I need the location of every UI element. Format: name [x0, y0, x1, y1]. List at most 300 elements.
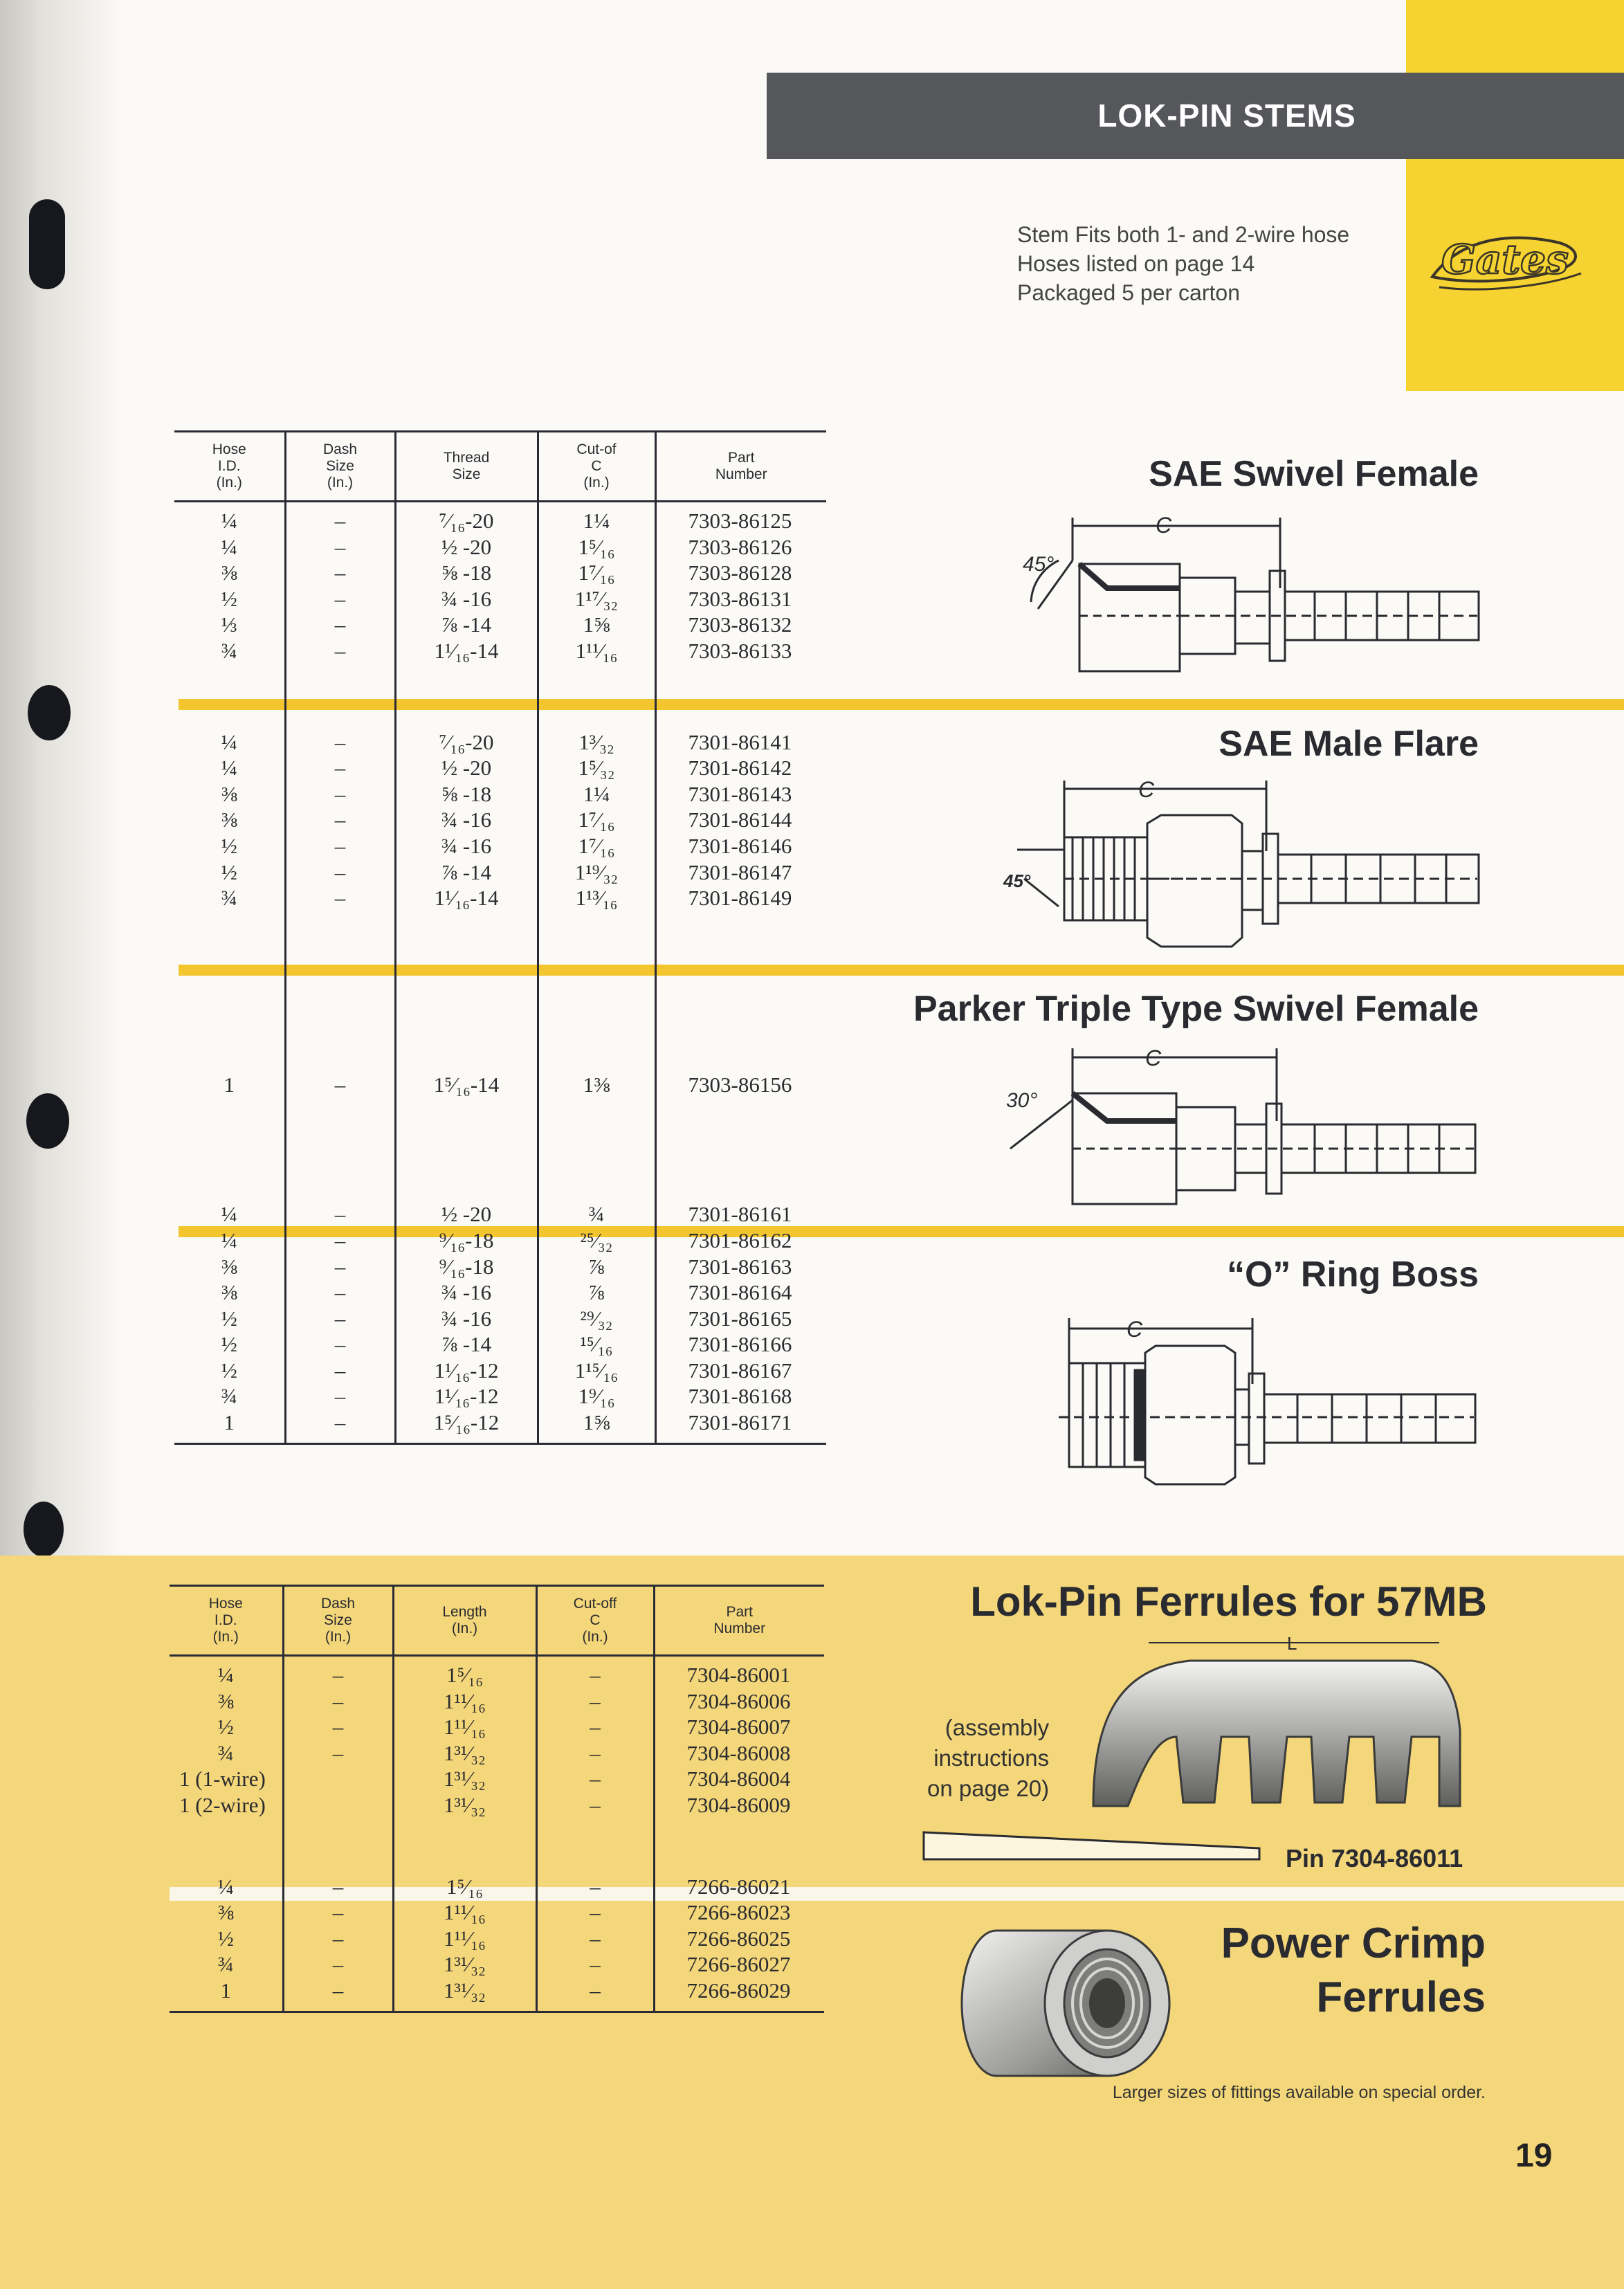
spacer-cell — [395, 946, 538, 1072]
cell-cutoff: 1¹⁷⁄₃₂ — [538, 586, 655, 612]
dimension-label: C — [1126, 1317, 1143, 1342]
cell-cutoff: ¾ — [538, 1201, 655, 1228]
table-row — [170, 1874, 824, 1900]
cell-cutoff: ⅞ — [538, 1254, 655, 1280]
cell-hose-id: ½ — [221, 859, 237, 884]
spacer-cell — [170, 1818, 283, 1860]
group-spacer — [170, 1656, 824, 1663]
cell-hose-id: ½ — [217, 1715, 234, 1740]
spacer-cell — [285, 1169, 395, 1201]
footer-note: Larger sizes of fittings available on special order. — [1112, 2083, 1486, 2102]
spacer-cell — [654, 1656, 824, 1663]
cell-cutoff: ⅞ — [538, 1279, 655, 1306]
spacer-cell — [174, 911, 285, 946]
table-row — [174, 1331, 826, 1358]
cell-dash-size: – — [285, 729, 395, 756]
sae-male-flare-drawing — [1003, 768, 1488, 955]
spacer-cell — [283, 1818, 393, 1860]
cell-hose-id: ⅜ — [221, 781, 237, 806]
cell-cutoff: – — [536, 1740, 654, 1767]
cell-cutoff: – — [536, 1662, 654, 1688]
cell-size: 1¹¹⁄₁₆ — [393, 1714, 536, 1740]
cell-part-number: 7301-86142 — [655, 755, 826, 781]
table-row — [174, 833, 826, 859]
cell-part-number: 7301-86162 — [655, 1228, 826, 1254]
cell-cutoff: 1⁵⁄₃₂ — [538, 755, 655, 781]
pin-image — [920, 1829, 1266, 1863]
cell-hose-id: ¾ — [217, 1740, 234, 1765]
cell-part-number: 7301-86164 — [655, 1279, 826, 1306]
col-header-hose-id: Hose I.D. (In.) — [170, 1586, 283, 1656]
spacer-cell — [283, 2004, 393, 2012]
cell-cutoff: 1⁷⁄₁₆ — [538, 807, 655, 833]
cell-hose-id: ¼ — [221, 756, 237, 781]
cell-dash-size: – — [285, 586, 395, 612]
cell-hose-id: ⅜ — [221, 560, 237, 585]
cell-size: ½ -20 — [395, 1201, 538, 1228]
section-heading-power-crimp — [1221, 1917, 1486, 2025]
section-heading-o-ring-boss: “O” Ring Boss — [1226, 1255, 1479, 1295]
cell-size: ¾ -16 — [395, 1279, 538, 1306]
cell-hose-id: ⅜ — [217, 1900, 234, 1925]
spacer-cell — [174, 699, 285, 729]
binder-hole — [24, 1502, 64, 1557]
cell-size: 1³¹⁄₃₂ — [393, 1766, 536, 1792]
spacer-cell — [174, 946, 285, 1072]
cell-part-number: 7304-86009 — [654, 1792, 824, 1818]
cell-dash-size: – — [285, 612, 395, 638]
spacer-cell — [536, 2004, 654, 2012]
cell-part-number: 7303-86131 — [655, 586, 826, 612]
cell-size: 1³¹⁄₃₂ — [393, 1740, 536, 1767]
cell-cutoff: – — [536, 1688, 654, 1715]
spacer-cell — [174, 1169, 285, 1201]
section-heading-sae-swivel-female: SAE Swivel Female — [1149, 454, 1479, 494]
page-number: 19 — [1515, 2137, 1553, 2174]
cell-cutoff: – — [536, 1874, 654, 1900]
cell-part-number: 7304-86006 — [654, 1688, 824, 1715]
col-header-cutoff: Cut-off C (In.) — [536, 1586, 654, 1656]
cell-size: ⁹⁄₁₆-18 — [395, 1228, 538, 1254]
cell-cutoff: – — [536, 1714, 654, 1740]
cell-size: 1¹¹⁄₁₆ — [393, 1926, 536, 1952]
cell-part-number: 7303-86132 — [655, 612, 826, 638]
table-row — [170, 1926, 824, 1952]
cell-cutoff: – — [536, 1978, 654, 2004]
cell-part-number: 7303-86126 — [655, 534, 826, 560]
parker-triple-drawing — [1003, 1038, 1488, 1218]
cell-part-number: 7301-86166 — [655, 1331, 826, 1358]
angle-label: 45° — [1023, 553, 1055, 576]
dimension-label: L — [1287, 1633, 1297, 1654]
cell-size: 1⁵⁄₁₆ — [393, 1662, 536, 1688]
cell-part-number: 7301-86167 — [655, 1358, 826, 1384]
note-line: (assembly — [945, 1715, 1050, 1740]
spacer-cell — [393, 1818, 536, 1860]
group-spacer — [174, 1169, 826, 1201]
cell-part-number: 7304-86004 — [654, 1766, 824, 1792]
cell-part-number: 7301-86161 — [655, 1201, 826, 1228]
table-row — [174, 1383, 826, 1410]
cell-dash-size: – — [285, 807, 395, 833]
page-title: LOK-PIN STEMS — [1097, 98, 1356, 134]
cell-size: 1⁵⁄₁₆-12 — [395, 1410, 538, 1436]
group-spacer — [174, 946, 826, 1072]
table-row — [174, 1410, 826, 1436]
table-row — [174, 807, 826, 833]
cell-cutoff: ¹⁵⁄₁₆ — [538, 1331, 655, 1358]
cell-size: 1¹⁄₁₆-14 — [395, 885, 538, 911]
cell-size: ¾ -16 — [395, 807, 538, 833]
cell-size: ⅞ -14 — [395, 612, 538, 638]
cell-part-number: 7266-86021 — [654, 1874, 824, 1900]
cell-cutoff: 1¹⁵⁄₁₆ — [538, 1358, 655, 1384]
pin-part-label: Pin 7304-86011 — [1286, 1844, 1463, 1872]
cell-dash-size: – — [285, 1254, 395, 1280]
gates-logo — [1418, 211, 1591, 304]
cell-hose-id: ¾ — [217, 1952, 234, 1977]
cell-hose-id: ¼ — [221, 729, 237, 754]
cell-size: ½ -20 — [395, 534, 538, 560]
cell-cutoff: 1³⁄₃₂ — [538, 729, 655, 756]
cell-part-number: 7304-86001 — [654, 1662, 824, 1688]
cell-cutoff: 1⅝ — [538, 612, 655, 638]
stem-spec-table — [174, 430, 826, 1445]
heading-line: Power Crimp — [1221, 1919, 1486, 1967]
cell-dash-size: – — [285, 833, 395, 859]
cell-part-number: 7304-86008 — [654, 1740, 824, 1767]
cell-part-number: 7301-86149 — [655, 885, 826, 911]
cell-part-number: 7266-86023 — [654, 1899, 824, 1926]
cell-hose-id: 1 — [223, 1410, 235, 1435]
section-heading-lokpin-ferrules: Lok-Pin Ferrules for 57MB — [970, 1578, 1487, 1625]
cell-cutoff: 1¹⁹⁄₃₂ — [538, 859, 655, 886]
col-header-dash-size: Dash Size (In.) — [283, 1586, 393, 1656]
cell-dash-size: – — [285, 1279, 395, 1306]
spacer-cell — [283, 1656, 393, 1663]
table-row — [174, 638, 826, 664]
cell-size: ⅞ -14 — [395, 859, 538, 886]
cell-hose-id: ¼ — [221, 509, 237, 533]
cell-dash-size: – — [285, 755, 395, 781]
info-block — [1017, 220, 1349, 307]
cell-hose-id: ¾ — [221, 886, 237, 911]
spacer-cell — [655, 699, 826, 729]
yellow-corner-panel — [1406, 0, 1624, 391]
spacer-cell — [285, 699, 395, 729]
cell-size: ⁷⁄₁₆-20 — [395, 508, 538, 534]
cell-dash-size: – — [283, 1662, 393, 1688]
cell-hose-id: ½ — [221, 1332, 237, 1357]
cell-part-number: 7301-86163 — [655, 1254, 826, 1280]
spacer-cell — [538, 1436, 655, 1444]
cell-dash-size: – — [283, 1874, 393, 1900]
binder-hole — [28, 685, 71, 740]
col-header-thread-size: Thread Size — [395, 432, 538, 502]
cell-part-number: 7266-86029 — [654, 1978, 824, 2004]
cell-size: 1¹¹⁄₁₆ — [393, 1688, 536, 1715]
cell-dash-size: – — [285, 885, 395, 911]
col-header-part-number: Part Number — [654, 1586, 824, 1656]
cell-cutoff: 1⁷⁄₁₆ — [538, 833, 655, 859]
cell-dash-size: – — [285, 1410, 395, 1436]
table-row — [174, 1358, 826, 1384]
cell-cutoff: 1⁹⁄₁₆ — [538, 1383, 655, 1410]
cell-part-number: 7301-86141 — [655, 729, 826, 756]
cell-dash-size: – — [285, 560, 395, 586]
angle-label: 45° — [1003, 870, 1031, 891]
cell-size: ⁷⁄₁₆-20 — [395, 729, 538, 756]
spacer-cell — [285, 1097, 395, 1169]
note-line: instructions — [933, 1745, 1050, 1771]
cell-part-number: 7303-86133 — [655, 638, 826, 664]
cell-cutoff: 1¹¹⁄₁₆ — [538, 638, 655, 664]
cell-cutoff: 1⁷⁄₁₆ — [538, 560, 655, 586]
spacer-cell — [538, 946, 655, 1072]
spacer-cell — [395, 699, 538, 729]
spacer-cell — [393, 2004, 536, 2012]
spacer-cell — [655, 502, 826, 509]
group-spacer — [174, 1436, 826, 1444]
spacer-cell — [538, 911, 655, 946]
cell-cutoff: 1¼ — [538, 508, 655, 534]
spacer-cell — [655, 946, 826, 1072]
spacer-cell — [538, 502, 655, 509]
cell-dash-size: – — [285, 638, 395, 664]
cell-hose-id: ⅜ — [221, 1280, 237, 1305]
cell-hose-id: ¾ — [221, 1384, 237, 1409]
spacer-cell — [174, 1436, 285, 1444]
cell-part-number: 7303-86156 — [655, 1072, 826, 1098]
table-row — [174, 586, 826, 612]
table-row — [174, 885, 826, 911]
cell-part-number: 7304-86007 — [654, 1714, 824, 1740]
o-ring-boss-drawing — [1052, 1308, 1488, 1495]
spacer-cell — [395, 1436, 538, 1444]
cell-size: ¾ -16 — [395, 833, 538, 859]
cell-hose-id: 1 (2-wire) — [179, 1792, 266, 1817]
col-header-dash-size: Dash Size (In.) — [285, 432, 395, 502]
spacer-cell — [395, 664, 538, 699]
cell-part-number: 7266-86025 — [654, 1926, 824, 1952]
spacer-cell — [395, 911, 538, 946]
cell-size: 1¹¹⁄₁₆ — [393, 1899, 536, 1926]
cell-cutoff: – — [536, 1951, 654, 1978]
table-row — [174, 508, 826, 534]
cell-cutoff: 1⁵⁄₁₆ — [538, 534, 655, 560]
angle-label: 30° — [1006, 1089, 1038, 1112]
cell-cutoff: ²⁵⁄₃₂ — [538, 1228, 655, 1254]
cell-size: 1¹⁄₁₆-12 — [395, 1358, 538, 1384]
spacer-cell — [538, 664, 655, 699]
spacer-cell — [654, 1860, 824, 1874]
group-spacer — [174, 911, 826, 946]
binder-hole — [29, 199, 65, 289]
spacer-cell — [654, 2004, 824, 2012]
group-spacer — [170, 2004, 824, 2012]
table-row — [170, 1688, 824, 1715]
dimension-label: C — [1138, 777, 1155, 802]
table-row — [174, 1228, 826, 1254]
cell-cutoff: ²⁹⁄₃₂ — [538, 1306, 655, 1332]
spacer-cell — [538, 1097, 655, 1169]
spacer-cell — [536, 1860, 654, 1874]
spacer-cell — [395, 502, 538, 509]
cell-part-number: 7301-86146 — [655, 833, 826, 859]
spacer-cell — [174, 502, 285, 509]
title-bar — [767, 73, 1624, 159]
cell-size: ¾ -16 — [395, 586, 538, 612]
binder-hole — [26, 1093, 69, 1149]
cell-hose-id: ¾ — [221, 638, 237, 663]
group-spacer — [170, 1860, 824, 1874]
cell-hose-id: ½ — [221, 833, 237, 858]
spacer-cell — [174, 1097, 285, 1169]
cell-cutoff: 1⅝ — [538, 1410, 655, 1436]
spacer-cell — [285, 911, 395, 946]
lokpin-ferrule-image — [1079, 1633, 1481, 1841]
info-line: Hoses listed on page 14 — [1017, 251, 1255, 276]
cell-size: ½ -20 — [395, 755, 538, 781]
cell-cutoff: 1¼ — [538, 781, 655, 808]
table-row — [174, 781, 826, 808]
cell-part-number: 7301-86171 — [655, 1410, 826, 1436]
spacer-cell — [654, 1818, 824, 1860]
cell-cutoff: 1¹³⁄₁₆ — [538, 885, 655, 911]
table-row — [174, 1072, 826, 1098]
cell-size: ⁹⁄₁₆-18 — [395, 1254, 538, 1280]
cell-size: ⅞ -14 — [395, 1331, 538, 1358]
dimension-label: C — [1145, 1046, 1162, 1070]
cell-dash-size: – — [283, 1926, 393, 1952]
cell-size: 1⁵⁄₁₆-14 — [395, 1072, 538, 1098]
spacer-cell — [538, 699, 655, 729]
cell-hose-id: ½ — [217, 1926, 234, 1951]
table-row — [170, 1899, 824, 1926]
table-row — [174, 729, 826, 756]
cell-hose-id: ¼ — [217, 1874, 234, 1899]
cell-cutoff: – — [536, 1792, 654, 1818]
cell-size: ⅝ -18 — [395, 560, 538, 586]
spacer-cell — [538, 1169, 655, 1201]
spacer-cell — [393, 1656, 536, 1663]
spacer-cell — [655, 1097, 826, 1169]
table-row — [170, 1766, 824, 1792]
spacer-cell — [170, 1656, 283, 1663]
spacer-cell — [285, 1436, 395, 1444]
col-header-cutoff: Cut-of C (In.) — [538, 432, 655, 502]
cell-dash-size: – — [283, 1951, 393, 1978]
cell-cutoff: – — [536, 1766, 654, 1792]
cell-hose-id: ¼ — [221, 1202, 237, 1227]
cell-dash-size: – — [283, 1740, 393, 1767]
cell-dash-size: – — [283, 1978, 393, 2004]
table-row — [170, 1792, 824, 1818]
cell-hose-id: 1 — [220, 1978, 231, 2003]
cell-hose-id: ¼ — [217, 1663, 234, 1687]
col-header-length: Length (In.) — [393, 1586, 536, 1656]
cell-hose-id: ⅜ — [217, 1688, 234, 1713]
cell-dash-size: – — [285, 859, 395, 886]
cell-size: 1¹⁄₁₆-12 — [395, 1383, 538, 1410]
spacer-cell — [283, 1860, 393, 1874]
table-row — [174, 534, 826, 560]
cell-part-number: 7301-86143 — [655, 781, 826, 808]
cell-part-number: 7301-86147 — [655, 859, 826, 886]
table-row — [174, 1201, 826, 1228]
cell-hose-id: ½ — [221, 1358, 237, 1383]
group-spacer — [170, 1818, 824, 1860]
power-crimp-ferrule-image — [955, 1910, 1176, 2090]
sae-swivel-female-drawing — [1017, 505, 1488, 678]
cell-dash-size: – — [285, 1383, 395, 1410]
assembly-note — [927, 1713, 1049, 1804]
table-row — [174, 1279, 826, 1306]
table-row — [170, 1951, 824, 1978]
cell-dash-size: – — [283, 1899, 393, 1926]
group-spacer — [174, 502, 826, 509]
cell-hose-id: ⅓ — [221, 612, 237, 637]
table-row — [170, 1978, 824, 2004]
cell-cutoff: 1⅜ — [538, 1072, 655, 1098]
cell-hose-id: ¼ — [221, 534, 237, 559]
spacer-cell — [285, 664, 395, 699]
spacer-cell — [655, 1436, 826, 1444]
cell-hose-id: 1 (1-wire) — [179, 1767, 266, 1791]
spacer-cell — [285, 502, 395, 509]
spacer-cell — [174, 664, 285, 699]
cell-dash-size: – — [285, 1201, 395, 1228]
note-line: on page 20) — [927, 1776, 1050, 1801]
cell-dash-size: – — [283, 1714, 393, 1740]
cell-dash-size: – — [285, 1358, 395, 1384]
cell-size: ⅝ -18 — [395, 781, 538, 808]
spacer-cell — [170, 1860, 283, 1874]
spacer-cell — [395, 1169, 538, 1201]
cell-size: ¾ -16 — [395, 1306, 538, 1332]
info-line: Packaged 5 per carton — [1017, 280, 1240, 305]
section-heading-parker-triple: Parker Triple Type Swivel Female — [913, 989, 1479, 1029]
cell-part-number: 7303-86125 — [655, 508, 826, 534]
cell-hose-id: ½ — [221, 586, 237, 611]
cell-part-number: 7266-86027 — [654, 1951, 824, 1978]
cell-part-number: 7301-86165 — [655, 1306, 826, 1332]
spacer-cell — [655, 1169, 826, 1201]
section-heading-sae-male-flare: SAE Male Flare — [1219, 724, 1479, 764]
cell-dash-size: – — [285, 1331, 395, 1358]
info-line: Stem Fits both 1- and 2-wire hose — [1017, 222, 1350, 247]
table-row — [174, 1306, 826, 1332]
table-row — [174, 755, 826, 781]
cell-size: 1³¹⁄₃₂ — [393, 1978, 536, 2004]
table-row — [174, 612, 826, 638]
spacer-cell — [170, 2004, 283, 2012]
table-row — [174, 859, 826, 886]
cell-size: 1⁵⁄₁₆ — [393, 1874, 536, 1900]
heading-line: Ferrules — [1316, 1973, 1486, 2021]
cell-hose-id: ⅜ — [221, 808, 237, 832]
cell-hose-id: ⅜ — [221, 1254, 237, 1279]
spacer-cell — [536, 1656, 654, 1663]
cell-hose-id: ¼ — [221, 1228, 237, 1252]
cell-hose-id: ½ — [221, 1306, 237, 1331]
spacer-cell — [285, 946, 395, 1072]
table-row — [170, 1714, 824, 1740]
dimension-label: C — [1156, 513, 1172, 538]
cell-dash-size: – — [285, 1228, 395, 1254]
cell-dash-size — [283, 1792, 393, 1818]
cell-size: 1³¹⁄₃₂ — [393, 1792, 536, 1818]
